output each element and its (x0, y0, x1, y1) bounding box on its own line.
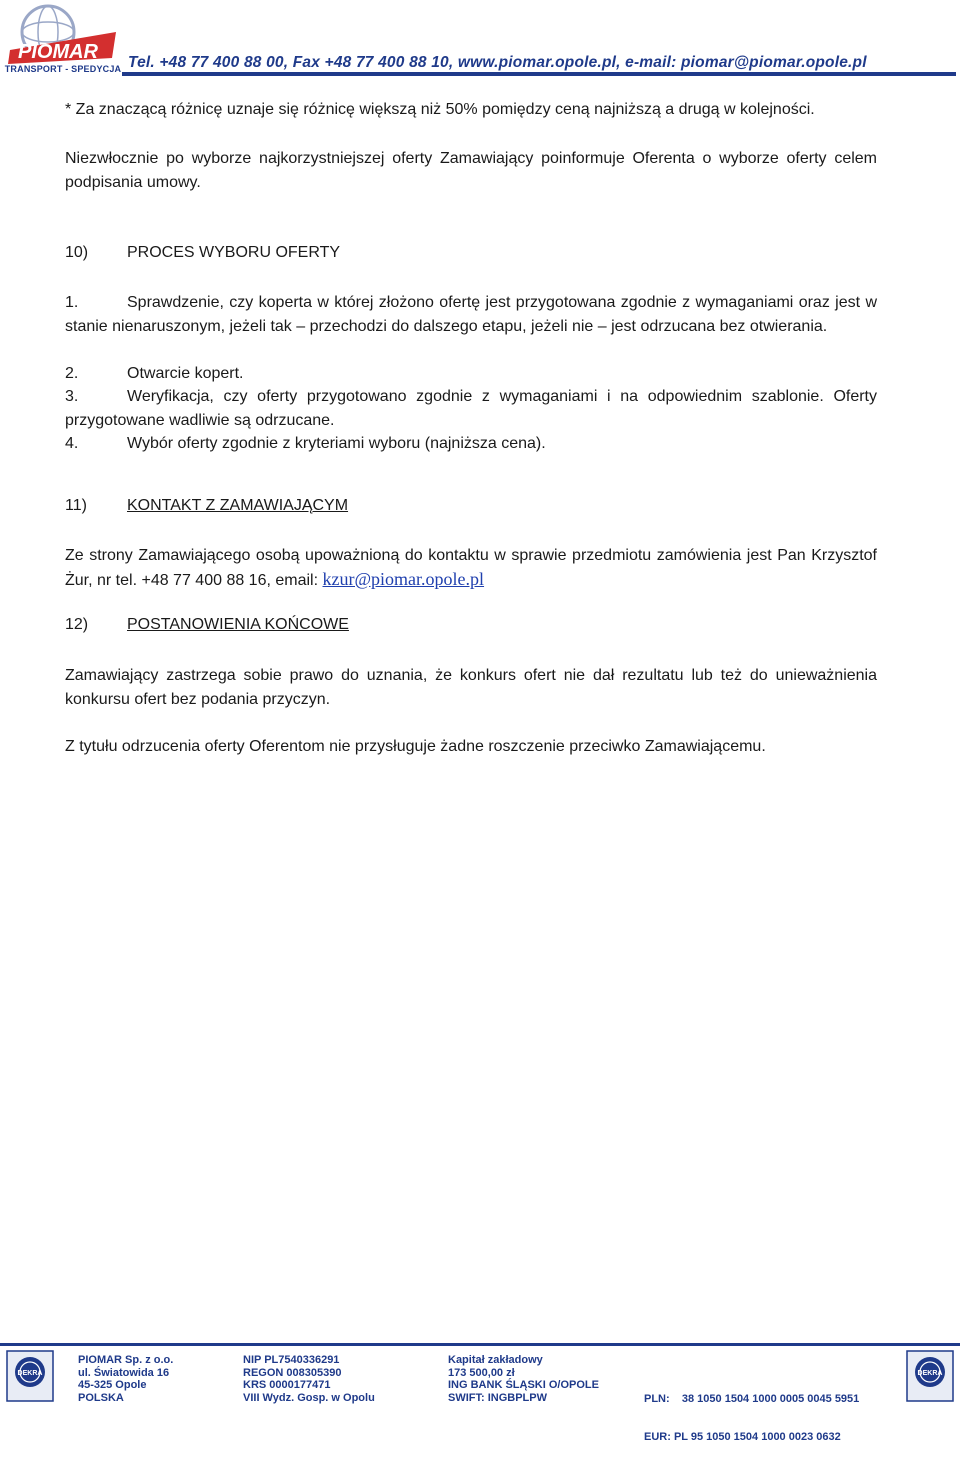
list-item-text: Otwarcie kopert. (127, 365, 244, 382)
footer-registry (243, 1354, 375, 1404)
section-12-number: 12) (65, 616, 89, 633)
logo-tagline: TRANSPORT - SPEDYCJA (4, 64, 122, 74)
footer-line: PLN: 38 1050 1504 1000 0005 0045 5951 (644, 1393, 860, 1405)
list-item-text: Wybór oferty zgodnie z kryteriami wyboru (najniższa cena). (127, 435, 546, 452)
badge-label: DEKRA (17, 1370, 43, 1377)
list-item-number: 2. (65, 365, 79, 382)
footer-line: PIOMAR Sp. z o.o. (78, 1354, 174, 1366)
badge-label: DEKRA (917, 1370, 943, 1377)
section-12-heading (65, 616, 349, 634)
list-item-number: 3. (65, 388, 79, 405)
footer-divider (0, 1343, 960, 1346)
letterhead (0, 0, 960, 80)
list-item (65, 291, 877, 338)
footer-line: KRS 0000177471 (243, 1379, 331, 1391)
footer-line: REGON 008305390 (243, 1366, 342, 1379)
footer-line: NIP PL7540336291 (243, 1354, 340, 1366)
svg-text:PIOMAR: PIOMAR (18, 41, 98, 63)
section-11-heading (65, 497, 348, 515)
footer-line: VIII Wydz. Gosp. w Opolu (243, 1391, 375, 1404)
section-10-number: 10) (65, 244, 89, 261)
final-paragraph-1: Zamawiający zastrzega sobie prawo do uznania, że konkurs ofert nie dał rezultatu lub też do unieważnienia konkursu ofert bez podania przyczyn. (65, 667, 877, 708)
footer-line: 173 500,00 zł (448, 1366, 515, 1379)
footer-company (78, 1354, 173, 1404)
section-10-title: PROCES WYBORU OFERTY (127, 244, 341, 261)
email-link[interactable]: kzur@piomar.opole.pl (322, 568, 485, 589)
footer-line: ING BANK ŚLĄSKI O/OPOLE (448, 1379, 599, 1391)
footer-line: ul. Światowida 16 (78, 1366, 170, 1379)
list-item-number: 1. (65, 294, 79, 311)
dekra-haccp-badge (906, 1350, 954, 1402)
contact-paragraph (65, 544, 877, 592)
section-12-title: POSTANOWIENIA KOŃCOWE (127, 616, 349, 633)
footer-line: POLSKA (78, 1391, 124, 1404)
note-paragraph: * Za znaczącą różnicę uznaje się różnicę większą niż 50% pomiędzy ceną najniższą a drugą w kolejności. (65, 101, 815, 118)
section-11-number: 11) (65, 497, 87, 514)
list-item-number: 4. (65, 435, 79, 452)
footer-line: SWIFT: INGBPLPW (448, 1391, 547, 1404)
footer-line: Kapitał zakładowy (448, 1354, 543, 1366)
final-paragraph-2: Z tytułu odrzucenia oferty Oferentom nie przysługuje żadne roszczenie przeciwko Zamawiającemu. (65, 738, 766, 755)
list-item (65, 432, 877, 456)
letterhead-footer (0, 1340, 960, 1443)
list-item-text: Weryfikacja, czy oferty przygotowano zgodnie z wymaganiami i na odpowiednim szablonie. Oferty przygotowane wadliwie są odrzucane. (65, 388, 877, 429)
notify-paragraph: Niezwłocznie po wyborze najkorzystniejszej oferty Zamawiający poinformuje Oferenta o wyborze oferty celem podpisania umowy. (65, 150, 877, 191)
list-item (65, 362, 877, 386)
footer-capital (448, 1354, 599, 1404)
dekra-certificate-badge (6, 1350, 54, 1402)
header-divider (122, 72, 956, 76)
footer-line: 45-325 Opole (78, 1379, 147, 1391)
list-item (65, 385, 877, 432)
section-11-title: KONTAKT Z ZAMAWIAJĄCYM (127, 497, 349, 514)
footer-line: EUR: PL 95 1050 1504 1000 0023 0632 (644, 1430, 841, 1443)
contact-text: Ze strony Zamawiającego osobą upoważnioną do kontaktu w sprawie przedmiotu zamówienia jest Pan Krzysztof Żur, nr tel. +48 77 400 88 16, email: (65, 547, 877, 589)
list-item-text: Sprawdzenie, czy koperta w której złożono ofertę jest przygotowana zgodnie z wymaganiami oraz jest w stanie nienaruszonym, jeżeli tak – przechodzi do dalszego etapu, jeżeli nie – jest odrzucana bez otwierania. (65, 294, 877, 335)
header-contact-line: Tel. +48 77 400 88 00, Fax +48 77 400 88 10, www.piomar.opole.pl, e-mail: piomar@piomar.opole.pl (128, 54, 867, 71)
section-10-heading (65, 244, 340, 262)
footer-accounts (644, 1368, 859, 1468)
